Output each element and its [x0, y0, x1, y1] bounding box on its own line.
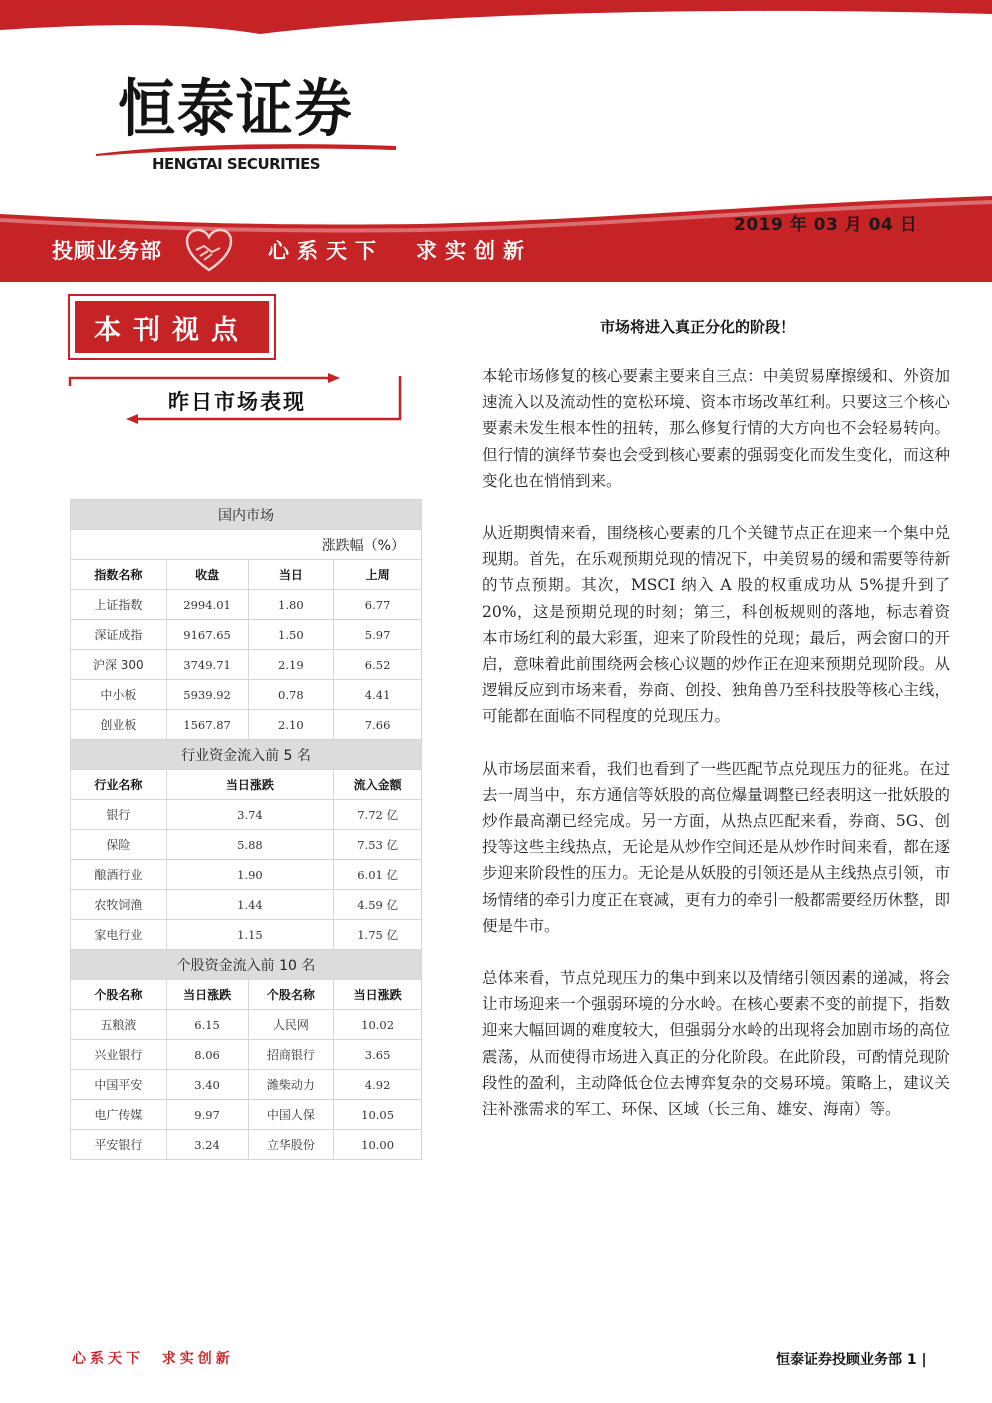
table-row — [71, 1010, 422, 1040]
article-title: 市场将进入真正分化的阶段！ — [600, 318, 796, 336]
table-row — [71, 800, 422, 830]
table-cell: 1.75 亿 — [334, 920, 422, 950]
article-paragraph: 从市场层面来看，我们也看到了一些匹配节点兑现压力的征兆。在过去一周当中，东方通信等妖股的高位爆量调整已经表明这一批妖股的炒作最高潮已经完成。另一方面，从热点匹配来看，券商、5G、创投等这些主线热点，无论是从炒作空间还是从炒作时间来看，都在逐步迎来阶段性的压力。无论是从妖股的引领还是从主线热点引领，市场情绪的牵引力度正在衰减，更有力的牵引一般都需要经历休整，即便是牛市。 — [482, 759, 950, 935]
footer-page-label: 恒泰证券投顾业务部 1 | — [776, 1352, 927, 1368]
table-cell: 招商银行 — [248, 1040, 334, 1070]
table-cell: 1.50 — [248, 620, 334, 650]
table-cell: 1567.87 — [166, 710, 248, 740]
column-header: 流入金额 — [334, 770, 422, 800]
table-row — [71, 1100, 422, 1130]
section-title: 个股资金流入前 10 名 — [71, 950, 422, 980]
table-cell: 保险 — [71, 830, 167, 860]
header-slogan-1: 心系天下 — [268, 239, 384, 263]
table-cell: 5939.92 — [166, 680, 248, 710]
report-date: 2019 年 03 月 04 日 — [734, 215, 918, 235]
table-cell: 电广传媒 — [71, 1100, 167, 1130]
section-title: 行业资金流入前 5 名 — [71, 740, 422, 770]
article-paragraph: 本轮市场修复的核心要素主要来自三点：中美贸易摩擦缓和、外资加速流入以及流动性的宽松环境、资本市场改革红利。只要这三个核心要素未发生根本性的扭转，那么修复行情的大方向也不会轻易转向。但行情的演绎节奏也会受到核心要素的强弱变化而发生变化，而这种变化也在悄悄到来。 — [482, 367, 950, 490]
table-cell: 0.78 — [248, 680, 334, 710]
table-cell: 2.10 — [248, 710, 334, 740]
section-title-row — [71, 500, 422, 530]
table-cell: 上证指数 — [71, 590, 167, 620]
table-cell: 人民网 — [248, 1010, 334, 1040]
table-cell: 6.15 — [166, 1010, 248, 1040]
table-cell: 农牧饲渔 — [71, 890, 167, 920]
table-row — [71, 830, 422, 860]
table-cell: 中国人保 — [248, 1100, 334, 1130]
column-header: 行业名称 — [71, 770, 167, 800]
table-cell: 2.19 — [248, 650, 334, 680]
industry-inflow-section — [71, 740, 422, 950]
table-cell: 10.00 — [334, 1130, 422, 1160]
table-row — [71, 1070, 422, 1100]
table-cell: 1.80 — [248, 590, 334, 620]
table-cell: 1.90 — [166, 860, 334, 890]
table-cell: 10.05 — [334, 1100, 422, 1130]
unit-label: 涨跌幅（%） — [71, 530, 422, 560]
section-title-row — [71, 740, 422, 770]
table-cell: 7.53 亿 — [334, 830, 422, 860]
header-row — [71, 770, 422, 800]
table-cell: 3.65 — [334, 1040, 422, 1070]
table-cell: 2994.01 — [166, 590, 248, 620]
market-performance-heading: 昨日市场表现 — [168, 389, 306, 414]
table-cell: 6.01 亿 — [334, 860, 422, 890]
column-header: 当日涨跌 — [166, 980, 248, 1010]
article-paragraph: 总体来看，节点兑现压力的集中到来以及情绪引领因素的递减，将会让市场迎来一个强弱环境的分水岭。在核心要素不变的前提下，指数迎来大幅回调的难度较大，但强弱分水岭的出现将会加剧市场的高位震荡，从而使得市场进入真正的分化阶段。在此阶段，可酌情兑现阶段性的盈利，主动降低仓位去博弈复杂的交易环境。策略上，建议关注补涨需求的军工、环保、区域（长三角、雄安、海南）等。 — [482, 969, 950, 1119]
company-logo-english: HENGTAI SECURITIES — [152, 155, 321, 173]
table-cell: 潍柴动力 — [248, 1070, 334, 1100]
table-cell: 深证成指 — [71, 620, 167, 650]
table-row — [71, 860, 422, 890]
section-title: 国内市场 — [71, 500, 422, 530]
table-row — [71, 1040, 422, 1070]
domestic-market-section — [71, 500, 422, 740]
table-cell: 5.97 — [334, 620, 422, 650]
article-body — [482, 363, 950, 1148]
table-row — [71, 590, 422, 620]
table-cell: 3749.71 — [166, 650, 248, 680]
table-cell: 6.77 — [334, 590, 422, 620]
table-row — [71, 1130, 422, 1160]
column-header: 收盘 — [166, 560, 248, 590]
table-cell: 沪深 300 — [71, 650, 167, 680]
department-name: 投顾业务部 — [52, 239, 162, 263]
table-row — [71, 710, 422, 740]
viewpoint-heading-fill — [75, 301, 269, 353]
column-header: 上周 — [334, 560, 422, 590]
column-header: 个股名称 — [71, 980, 167, 1010]
column-header: 当日涨跌 — [334, 980, 422, 1010]
table-cell: 4.41 — [334, 680, 422, 710]
column-header: 当日 — [248, 560, 334, 590]
table-cell: 银行 — [71, 800, 167, 830]
table-cell: 平安银行 — [71, 1130, 167, 1160]
table-cell: 7.72 亿 — [334, 800, 422, 830]
table-cell: 1.15 — [166, 920, 334, 950]
article-paragraph: 从近期舆情来看，围绕核心要素的几个关键节点正在迎来一个集中兑现期。首先，在乐观预期兑现的情况下，中美贸易的缓和需要等待新的节点预期。其次，MSCI 纳入 A 股的权重成功从 5%提升到了 20%，这是预期兑现的时刻；第三，科创板规则的落地，标志着资本市场红利的最大彩蛋，迎来了阶段性的兑现；最后，两会窗口的开启，意味着此前围绕两会核心议题的炒作正在迎来预期兑现阶段。从逻辑反应到市场来看，券商、创投、独角兽乃至科技股等核心主线，可能都在面临不同程度的兑现压力。 — [482, 524, 950, 726]
table-cell: 3.40 — [166, 1070, 248, 1100]
table-row — [71, 890, 422, 920]
table-cell: 1.44 — [166, 890, 334, 920]
column-header: 个股名称 — [248, 980, 334, 1010]
table-row — [71, 650, 422, 680]
table-row — [71, 620, 422, 650]
header-row — [71, 980, 422, 1010]
table-cell: 立华股份 — [248, 1130, 334, 1160]
viewpoint-heading: 本刊视点 — [94, 314, 250, 346]
column-header: 指数名称 — [71, 560, 167, 590]
table-cell: 4.92 — [334, 1070, 422, 1100]
table-cell: 创业板 — [71, 710, 167, 740]
unit-row — [71, 530, 422, 560]
table-cell: 6.52 — [334, 650, 422, 680]
table-cell: 兴业银行 — [71, 1040, 167, 1070]
header-slogan-2: 求实创新 — [416, 239, 532, 263]
table-cell: 8.06 — [166, 1040, 248, 1070]
table-cell: 3.74 — [166, 800, 334, 830]
header-row — [71, 560, 422, 590]
table-cell: 酿酒行业 — [71, 860, 167, 890]
section-title-row — [71, 950, 422, 980]
column-header: 当日涨跌 — [166, 770, 334, 800]
table-row — [71, 680, 422, 710]
table-cell: 9.97 — [166, 1100, 248, 1130]
table-cell: 家电行业 — [71, 920, 167, 950]
footer-slogan: 心系天下 求实创新 — [72, 1351, 234, 1367]
company-logo-text: 恒泰证券 — [118, 72, 354, 145]
table-cell: 4.59 亿 — [334, 890, 422, 920]
table-cell: 中小板 — [71, 680, 167, 710]
table-cell: 中国平安 — [71, 1070, 167, 1100]
table-cell: 10.02 — [334, 1010, 422, 1040]
heart-handshake-icon — [184, 226, 234, 276]
stock-inflow-section — [71, 950, 422, 1160]
top-red-band — [0, 0, 992, 60]
market-data-table — [70, 499, 422, 1160]
table-row — [71, 920, 422, 950]
table-cell: 3.24 — [166, 1130, 248, 1160]
table-cell: 7.66 — [334, 710, 422, 740]
table-cell: 五粮液 — [71, 1010, 167, 1040]
viewpoint-heading-box — [68, 294, 276, 360]
table-cell: 5.88 — [166, 830, 334, 860]
table-cell: 9167.65 — [166, 620, 248, 650]
